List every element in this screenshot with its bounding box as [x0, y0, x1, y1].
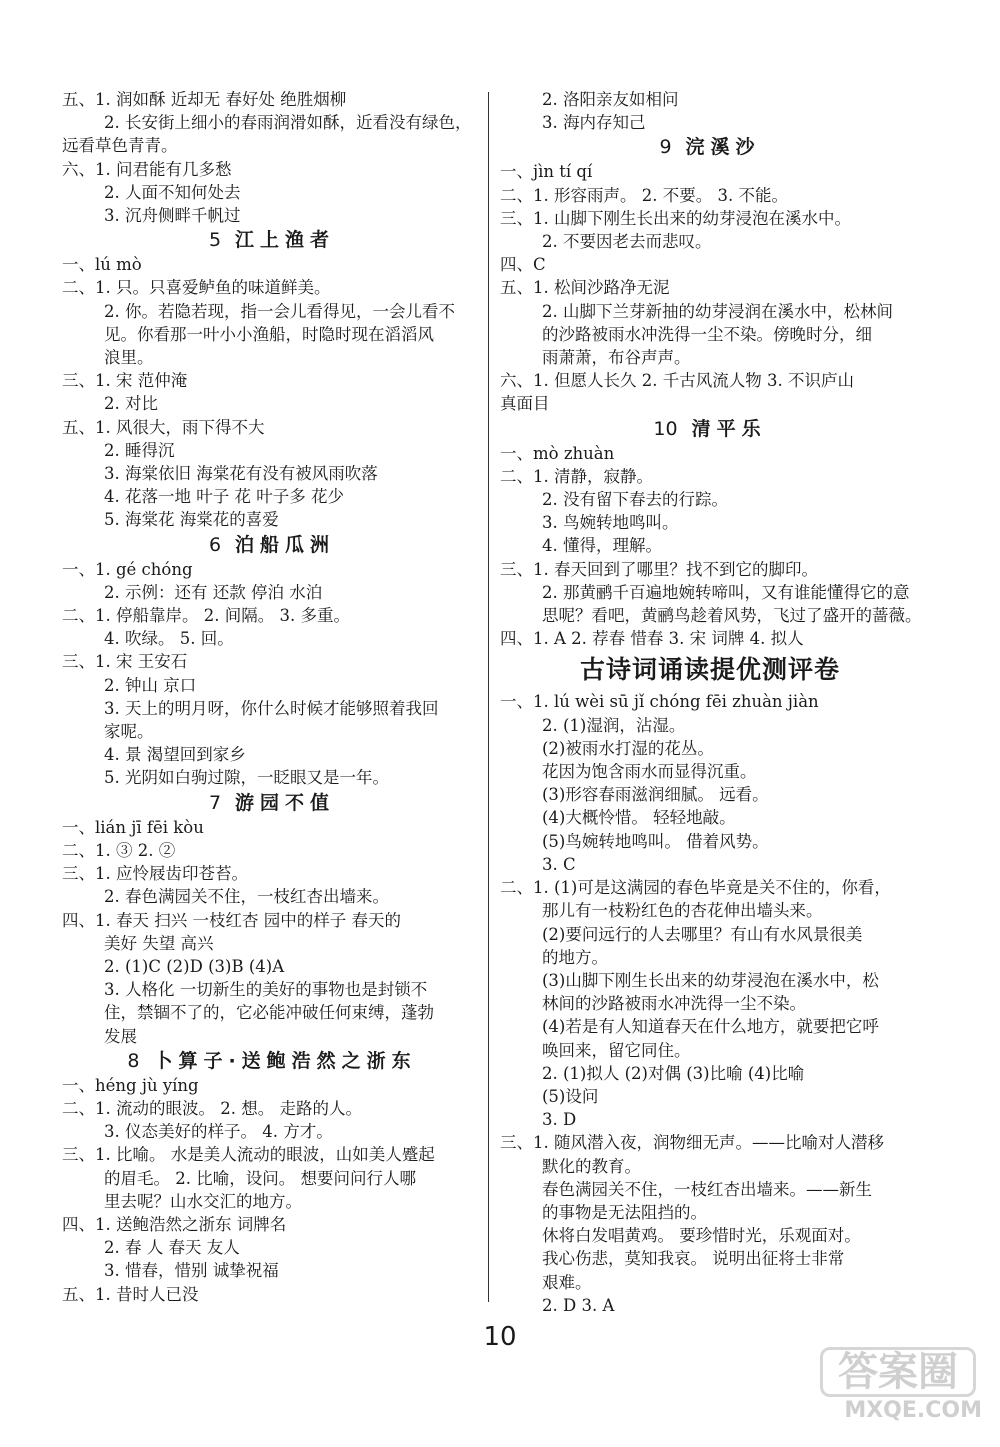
answer-line: (4)若是有人知道春天在什么地方，就要把它呼 [542, 1017, 879, 1037]
answer-line: 一、jìn tí qí [500, 162, 593, 182]
answer-line: 休将白发唱黄鸡。 要珍惜时光，乐观面对。 [542, 1226, 861, 1246]
answer-line: 三、1. 宋 王安石 [62, 652, 188, 672]
answer-line: (2)被雨水打湿的花丛。 [542, 738, 714, 758]
answer-line: 2. 春 人 春天 友人 [104, 1238, 240, 1258]
answer-line: 三、1. 比喻。 水是美人流动的眼波，山如美人蹙起 [62, 1145, 435, 1165]
answer-line: (3)形容春雨滋润细腻。 远看。 [542, 785, 769, 805]
answer-line: 里去呢？山水交汇的地方。 [104, 1191, 302, 1211]
lesson-title-text: 卜算子·送鲍浩然之浙东 [153, 1049, 417, 1072]
lesson-number: 6 [208, 533, 222, 556]
answer-line: 三、1. 宋 范仲淹 [62, 371, 188, 391]
answer-line: 一、héng jù yíng [62, 1075, 199, 1095]
lesson-title [500, 134, 920, 160]
answer-line: 二、1. 清静，寂静。 [500, 466, 653, 486]
answer-line: (4)大概怜惜。 轻轻地敲。 [542, 808, 736, 828]
answer-line: 4. 懂得，理解。 [542, 536, 662, 556]
lesson-title [62, 790, 482, 816]
answer-line: 花因为饱含雨水而显得沉重。 [542, 762, 757, 782]
answer-line: 2. 春色满园关不住，一枝红杏出墙来。 [104, 887, 389, 907]
answer-line: 三、1. 应怜屐齿印苍苔。 [62, 864, 248, 884]
answer-line: 2. 没有留下春去的行踪。 [542, 490, 728, 510]
answer-line: 2. 洛阳亲友如相问 [542, 90, 679, 109]
answer-line: 二、1. 停船靠岸。 2. 间隔。 3. 多重。 [62, 606, 350, 626]
answer-line: 3. 鸟婉转地鸣叫。 [542, 513, 679, 533]
section-title: 古诗词诵读提优测评卷 [579, 655, 840, 685]
answer-line: 2. 人面不知何处去 [104, 182, 241, 202]
answer-line: 家呢。 [104, 722, 154, 742]
answer-line: (3)山脚下刚生长出来的幼芽浸泡在溪水中，松 [542, 970, 879, 990]
answer-line: 二、1. 只。只喜爱鲈鱼的味道鲜美。 [62, 278, 331, 298]
answer-line: 二、1. 流动的眼波。 2. 想。 走路的人。 [62, 1098, 362, 1118]
answer-line: 二、1. ③ 2. ② [62, 840, 176, 860]
answer-line: 3. 海内存知己 [542, 113, 646, 133]
answer-line: 浪里。 [104, 348, 154, 368]
answer-line: 五、1. 风很大，雨下得不大 [62, 417, 265, 437]
answer-line: 2. 不要因老去而悲叹。 [542, 232, 712, 252]
answer-line: 4. 花落一地 叶子 花 叶子多 花少 [104, 487, 344, 507]
lesson-title-text: 江上渔者 [235, 229, 336, 252]
lesson-number: 10 [653, 417, 678, 440]
answer-line: (2)要问远行的人去哪里？有山有水风景很美 [542, 924, 863, 944]
answer-line: 2. (1)湿润，沾湿。 [542, 715, 686, 735]
answer-line: 二、1. (1)可是这满园的春色毕竟是关不住的，你看， [500, 878, 891, 898]
answer-line: 远看草色青青。 [62, 136, 178, 156]
answer-line: 3. D [542, 1110, 577, 1130]
answer-line: 5. 光阴如白驹过隙，一眨眼又是一年。 [104, 768, 389, 788]
watermark-logo [802, 1347, 982, 1425]
answer-line: 四、1. 送鲍浩然之浙东 词牌名 [62, 1214, 287, 1234]
answer-line: 3. 沉舟侧畔千帆过 [104, 206, 241, 226]
answer-line: 美好 失望 高兴 [104, 933, 214, 953]
answer-line: 三、1. 春天回到了哪里？找不到它的脚印。 [500, 559, 818, 579]
answer-line: 二、1. 形容雨声。 2. 不要。 3. 不能。 [500, 185, 788, 205]
answer-line: 一、1. lú wèi sū jǐ chóng fēi zhuàn jiàn [500, 692, 819, 712]
answer-line: 2. 示例：还有 还款 停泊 水泊 [104, 582, 323, 602]
lesson-title-text: 清平乐 [691, 417, 767, 440]
answer-line: 真面目 [500, 394, 550, 414]
answer-line: 思呢？看吧，黄鹂鸟趁着风势，飞过了盛开的蔷薇。 [542, 606, 922, 626]
answer-line: 2. 你。若隐若现，指一会儿看得见，一会儿看不 [104, 301, 455, 321]
answer-line: 一、lú mò [62, 255, 142, 275]
answer-line: 一、mò zhuàn [500, 443, 615, 463]
lesson-number: 9 [659, 136, 672, 159]
answer-line: 2. (1)C (2)D (3)B (4)A [104, 956, 285, 976]
answer-line: 2. 那黄鹂千百遍地婉转啼叫，又有谁能懂得它的意 [542, 582, 910, 602]
answer-line: 五、1. 润如酥 近却无 春好处 绝胜烟柳 [62, 90, 347, 109]
lesson-title-text: 浣溪沙 [685, 136, 761, 159]
lesson-number: 8 [127, 1049, 140, 1072]
answer-line: 3. 惜春，惜别 诚挚祝福 [104, 1261, 279, 1281]
answer-line: 六、1. 但愿人长久 2. 千古风流人物 3. 不识庐山 [500, 371, 854, 391]
answer-line: 5. 海棠花 海棠花的喜爱 [104, 510, 279, 530]
answer-line: 三、1. 随风潜入夜，润物细无声。——比喻对人潜移 [500, 1133, 884, 1153]
answer-line: 3. 海棠依旧 海棠花有没有被风雨吹落 [104, 464, 378, 484]
answer-line: 2. 长安街上细小的春雨润滑如酥，近看没有绿色， [104, 113, 472, 133]
answer-line: 六、1. 问君能有几多愁 [62, 159, 232, 179]
answer-line: 春色满园关不住，一枝红杏出墙来。——新生 [542, 1179, 872, 1199]
watermark-site: MXQE.COM [844, 1398, 982, 1423]
answer-line: (5)鸟婉转地鸣叫。 借着风势。 [542, 831, 769, 851]
left-column [62, 88, 482, 1306]
answer-line: 2. D 3. A [542, 1295, 615, 1315]
lesson-number: 5 [208, 229, 222, 252]
answer-line: 的地方。 [542, 947, 608, 967]
column-divider [488, 92, 489, 1302]
answer-line: 四、1. A 2. 荐春 惜春 3. 宋 词牌 4. 拟人 [500, 629, 804, 649]
answer-line: 发展 [104, 1026, 137, 1046]
answer-line: 我心伤悲，莫知我哀。 说明出征将士非常 [542, 1249, 845, 1269]
lesson-title [62, 227, 482, 253]
right-column [500, 88, 920, 1317]
answer-line: (5)设问 [542, 1086, 599, 1106]
lesson-title [500, 416, 920, 442]
answer-line: 五、1. 昔时人已没 [62, 1284, 199, 1304]
answer-line: 住，禁锢不了的，它必能冲破任何束缚，蓬勃 [104, 1003, 434, 1023]
answer-line: 五、1. 松间沙路净无泥 [500, 278, 670, 298]
answer-line: 3. 天上的明月呀，你什么时候才能够照着我回 [104, 698, 439, 718]
answer-line: 雨萧萧，布谷声声。 [542, 348, 691, 368]
answer-line: 2. 睡得沉 [104, 440, 175, 460]
answer-line: 的事物是无法阻挡的。 [542, 1202, 707, 1222]
answer-line: 那儿有一枝粉红色的杏花伸出墙头来。 [542, 901, 823, 921]
answer-line: 3. 仪态美好的样子。 4. 方才。 [104, 1122, 333, 1142]
answer-line: 四、C [500, 255, 546, 275]
answer-line: 2. (1)拟人 (2)对偶 (3)比喻 (4)比喻 [542, 1063, 805, 1083]
answer-line: 4. 景 渴望回到家乡 [104, 745, 246, 765]
answer-line: 2. 钟山 京口 [104, 675, 197, 695]
lesson-title [62, 1048, 482, 1074]
answer-line: 2. 对比 [104, 394, 158, 414]
answer-line: 三、1. 山脚下刚生长出来的幼芽浸泡在溪水中。 [500, 208, 851, 228]
answer-line: 的眉毛。 2. 比喻，设问。 想要问问行人哪 [104, 1168, 416, 1188]
answer-line: 3. C [542, 854, 576, 874]
answer-line: 的沙路被雨水冲洗得一尘不染。傍晚时分，细 [542, 324, 872, 344]
answer-line: 艰难。 [542, 1272, 592, 1292]
watermark-mark: 答案圈 [820, 1347, 976, 1397]
answer-line: 默化的教育。 [542, 1156, 641, 1176]
lesson-number: 7 [208, 791, 222, 814]
answer-line: 一、lián jī fēi kòu [62, 817, 204, 837]
page-number: 10 [483, 1322, 517, 1352]
answer-line: 林间的沙路被雨水冲洗得一尘不染。 [542, 994, 806, 1014]
answer-line: 见。你看那一叶小小渔船，时隐时现在滔滔风 [104, 324, 434, 344]
answer-line: 唤回来，留它同住。 [542, 1040, 691, 1060]
answer-line: 3. 人格化 一切新生的美好的事物也是封锁不 [104, 980, 428, 1000]
lesson-title [62, 532, 482, 558]
answer-line: 2. 山脚下兰芽新抽的幼芽浸润在溪水中，松林间 [542, 301, 893, 321]
lesson-title-text: 泊船瓜洲 [235, 533, 336, 556]
answer-line: 一、1. gé chóng [62, 559, 193, 579]
answer-line: 4. 吹绿。 5. 回。 [104, 629, 234, 649]
answer-line: 四、1. 春天 扫兴 一枝红杏 园中的样子 春天的 [62, 910, 401, 930]
lesson-title-text: 游园不值 [235, 791, 336, 814]
